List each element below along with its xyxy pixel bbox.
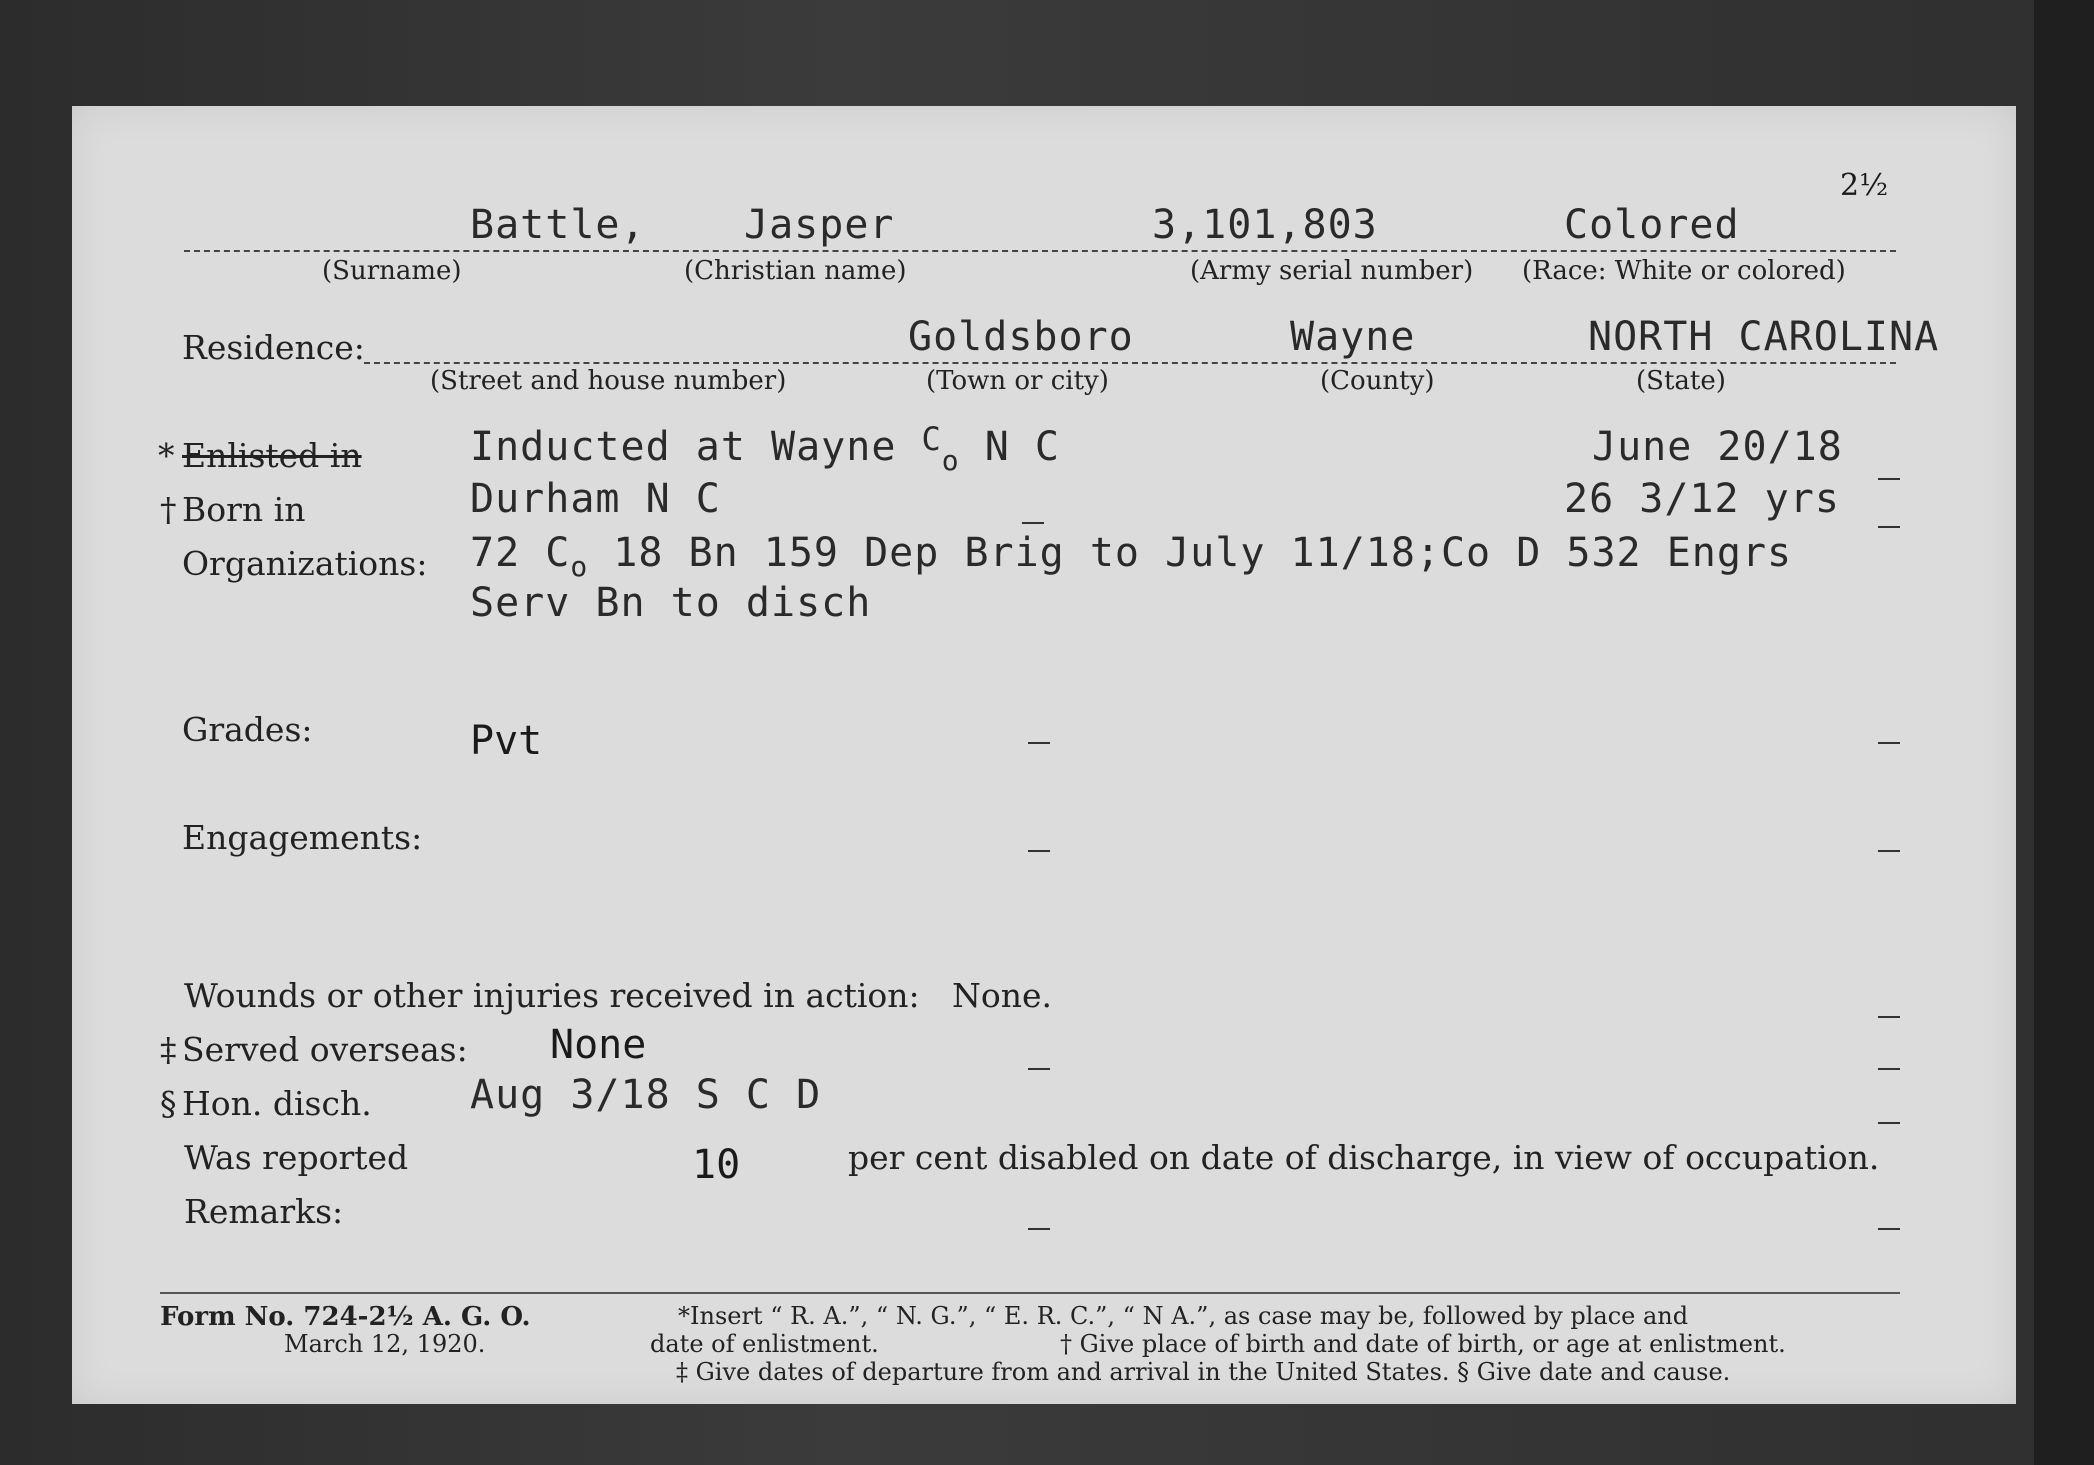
form-number: 2½ [1840, 168, 1889, 203]
engagements-tick [1878, 850, 1900, 852]
born-label: Born in [182, 490, 306, 529]
organizations-co: 72 C [470, 530, 571, 576]
enlisted-co: C [921, 420, 942, 458]
footer-note-birth: † Give place of birth and date of birth, or age at enlistment. [1060, 1330, 1786, 1358]
organizations-co-sub: o [570, 550, 589, 583]
born-age: 26 3/12 yrs [1564, 476, 1840, 522]
enlisted-tick [1878, 478, 1900, 480]
enlisted-o: o [941, 444, 960, 477]
surname-caption: (Surname) [322, 256, 462, 286]
race-caption: (Race: White or colored) [1522, 256, 1846, 286]
overseas-label: Served overseas: [182, 1030, 468, 1069]
grades-tick [1878, 742, 1900, 744]
reported-value: 10 [692, 1142, 741, 1188]
born-value: Durham N C [470, 476, 721, 522]
born-marker: † [160, 490, 177, 529]
wounds-label: Wounds or other injuries received in action: [184, 976, 920, 1015]
serial-number-caption: (Army serial number) [1190, 256, 1474, 286]
surname-value: Battle, [470, 202, 646, 248]
service-record-card [72, 106, 2016, 1404]
residence-county: Wayne [1290, 314, 1416, 360]
enlisted-state: N C [984, 424, 1060, 470]
footer-form-date: March 12, 1920. [284, 1330, 486, 1358]
discharge-label: Hon. disch. [182, 1084, 372, 1123]
remarks-tick [1878, 1228, 1900, 1230]
christian-name-caption: (Christian name) [684, 256, 907, 286]
enlisted-marker: * [158, 436, 175, 475]
organizations-line2: Serv Bn to disch [470, 580, 872, 626]
header-rule [184, 250, 1896, 252]
serial-number-value: 3,101,803 [1152, 202, 1378, 248]
organizations-line1 [470, 530, 1793, 583]
organizations-units: 18 Bn 159 Dep Brig to July 11/18;Co D 532 Engrs [588, 530, 1793, 576]
remarks-label: Remarks: [184, 1192, 344, 1231]
wounds-value: None. [952, 976, 1053, 1015]
footer-note-enlistment: *Insert “ R. A.”, “ N. G.”, “ E. R. C.”, “ N A.”, as case may be, followed by place and [678, 1302, 1689, 1330]
footer-note-date: date of enlistment. [650, 1330, 879, 1358]
overseas-marker: ‡ [160, 1030, 177, 1069]
reported-suffix: per cent disabled on date of discharge, in view of occupation. [848, 1138, 1880, 1177]
street-caption: (Street and house number) [430, 366, 787, 396]
enlisted-label: Enlisted in [182, 436, 362, 475]
engagements-mid-tick [1028, 850, 1050, 852]
grades-label: Grades: [182, 710, 313, 749]
discharge-marker: § [160, 1084, 177, 1123]
grades-value: Pvt [470, 718, 543, 764]
footer-form-no: Form No. 724-2½ A. G. O. [160, 1302, 531, 1332]
residence-label: Residence: [182, 328, 365, 367]
overseas-mid-tick [1028, 1068, 1050, 1070]
discharge-tick [1878, 1122, 1900, 1124]
wounds-tick [1878, 1016, 1900, 1018]
born-mid-tick [1022, 522, 1044, 524]
county-caption: (County) [1320, 366, 1435, 396]
reported-label: Was reported [184, 1138, 409, 1177]
engagements-label: Engagements: [182, 818, 423, 857]
grades-mid-tick [1028, 742, 1050, 744]
overseas-value: None [550, 1022, 647, 1068]
footer-note-overseas: ‡ Give dates of departure from and arrival in the United States. § Give date and cause. [676, 1358, 1731, 1386]
enlisted-date: June 20/18 [1592, 424, 1843, 470]
enlisted-value [470, 420, 1060, 477]
footer-rule [160, 1292, 1900, 1294]
remarks-mid-tick [1028, 1228, 1050, 1230]
residence-town: Goldsboro [908, 314, 1134, 360]
enlisted-place: Inducted at Wayne [470, 424, 897, 470]
residence-rule [364, 362, 1896, 364]
overseas-tick [1878, 1068, 1900, 1070]
discharge-value: Aug 3/18 S C D [470, 1072, 822, 1118]
state-caption: (State) [1636, 366, 1726, 396]
christian-name-value: Jasper [744, 202, 895, 248]
residence-state: NORTH CAROLINA [1588, 314, 1940, 360]
race-value: Colored [1564, 202, 1740, 248]
town-caption: (Town or city) [926, 366, 1109, 396]
born-tick [1878, 526, 1900, 528]
organizations-label: Organizations: [182, 544, 428, 583]
